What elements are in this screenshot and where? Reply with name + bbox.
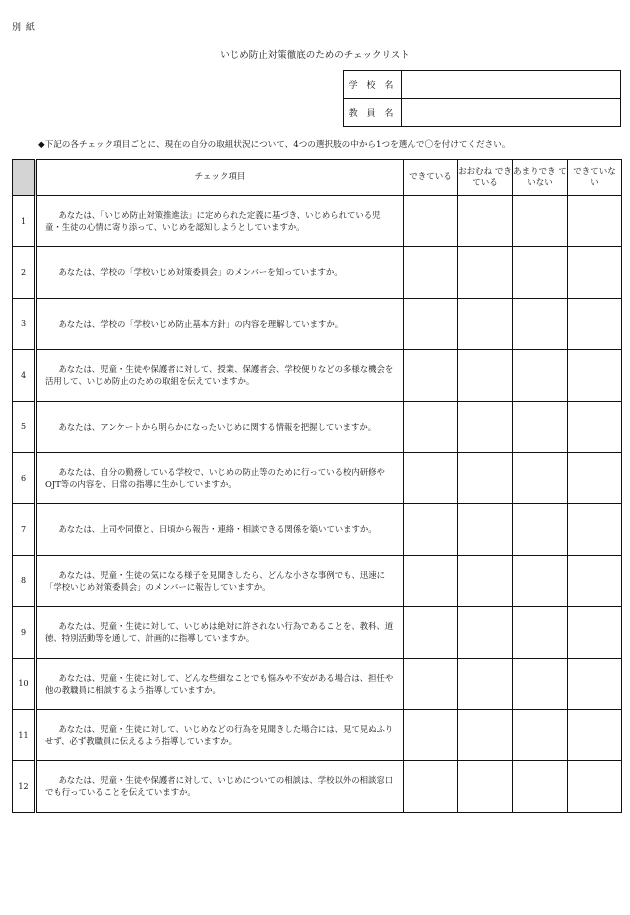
- check-item-text: あなたは、学校の「学校いじめ対策委員会」のメンバーを知っていますか。: [36, 247, 404, 298]
- check-item-text: あなたは、児童・生徒の気になる様子を見聞きしたら、どんな小さな事例でも、迅速に「学校いじめ対策委員会」のメンバーに報告していますか。: [36, 555, 404, 606]
- teacher-name-row: [344, 99, 621, 127]
- row-number: 12: [13, 761, 36, 812]
- option-cell-2[interactable]: [458, 709, 513, 760]
- option-cell-2[interactable]: [458, 350, 513, 401]
- option-cell-4[interactable]: [568, 709, 622, 760]
- option-cell-1[interactable]: [404, 452, 458, 503]
- table-row: [13, 401, 622, 452]
- option-cell-4[interactable]: [568, 247, 622, 298]
- option-cell-3[interactable]: [513, 196, 568, 247]
- option-cell-2[interactable]: [458, 452, 513, 503]
- option-cell-3[interactable]: [513, 709, 568, 760]
- school-name-row: [344, 71, 621, 99]
- table-row: [13, 709, 622, 760]
- option-cell-3[interactable]: [513, 350, 568, 401]
- page-title: いじめ防止対策徹底のためのチェックリスト: [220, 50, 410, 61]
- teacher-name-field[interactable]: [402, 99, 621, 127]
- option-cell-3[interactable]: [513, 452, 568, 503]
- check-item-text: あなたは、児童・生徒に対して、いじめは絶対に許されない行為であることを、教科、道徳、特別活動等を通して、計画的に指導していますか。: [36, 607, 404, 658]
- row-number: 4: [13, 350, 36, 401]
- check-item-text: あなたは、自分の勤務している学校で、いじめの防止等のために行っている校内研修やOJT等の内容を、日常の指導に生かしていますか。: [36, 452, 404, 503]
- table-row: [13, 504, 622, 555]
- table-row: [13, 607, 622, 658]
- option-cell-1[interactable]: [404, 607, 458, 658]
- checklist-table: [12, 159, 622, 813]
- option-cell-1[interactable]: [404, 350, 458, 401]
- option-cell-3[interactable]: [513, 401, 568, 452]
- option-cell-1[interactable]: [404, 504, 458, 555]
- option-cell-4[interactable]: [568, 761, 622, 812]
- instruction-text: ◆下記の各チェック項目ごとに、現在の自分の取組状況について、4つの選択肢の中から1つを選んで〇を付けてください。: [38, 140, 511, 150]
- table-row: [13, 658, 622, 709]
- option-cell-3[interactable]: [513, 607, 568, 658]
- row-number: 10: [13, 658, 36, 709]
- check-item-text: あなたは、上司や同僚と、日頃から報告・連絡・相談できる関係を築いていますか。: [36, 504, 404, 555]
- check-item-text: あなたは、児童・生徒や保護者に対して、いじめについての相談は、学校以外の相談窓口でも行っていることを伝えていますか。: [36, 761, 404, 812]
- option-cell-3[interactable]: [513, 555, 568, 606]
- option-cell-2[interactable]: [458, 658, 513, 709]
- table-row: [13, 298, 622, 349]
- option-cell-4[interactable]: [568, 350, 622, 401]
- option-cell-3[interactable]: [513, 658, 568, 709]
- table-row: [13, 196, 622, 247]
- option-cell-4[interactable]: [568, 504, 622, 555]
- check-item-text: あなたは、「いじめ防止対策推進法」に定められた定義に基づき、いじめられている児童・生徒の心情に寄り添って、いじめを認知しようとしていますか。: [36, 196, 404, 247]
- option-cell-4[interactable]: [568, 298, 622, 349]
- option-cell-1[interactable]: [404, 196, 458, 247]
- option-cell-1[interactable]: [404, 401, 458, 452]
- header-option-2: おおむね できている: [458, 160, 513, 196]
- school-name-label: 学 校 名: [344, 71, 402, 99]
- school-name-field[interactable]: [402, 71, 621, 99]
- option-cell-3[interactable]: [513, 247, 568, 298]
- option-cell-1[interactable]: [404, 298, 458, 349]
- option-cell-1[interactable]: [404, 247, 458, 298]
- row-number: 5: [13, 401, 36, 452]
- table-row: [13, 555, 622, 606]
- option-cell-2[interactable]: [458, 298, 513, 349]
- option-cell-1[interactable]: [404, 555, 458, 606]
- row-number: 9: [13, 607, 36, 658]
- option-cell-1[interactable]: [404, 709, 458, 760]
- option-cell-2[interactable]: [458, 504, 513, 555]
- row-number: 6: [13, 452, 36, 503]
- header-option-4: できていな い: [568, 160, 622, 196]
- option-cell-2[interactable]: [458, 247, 513, 298]
- row-number: 2: [13, 247, 36, 298]
- check-item-text: あなたは、アンケートから明らかになったいじめに関する情報を把握していますか。: [36, 401, 404, 452]
- option-cell-4[interactable]: [568, 658, 622, 709]
- teacher-name-label: 教 員 名: [344, 99, 402, 127]
- option-cell-3[interactable]: [513, 761, 568, 812]
- option-cell-4[interactable]: [568, 607, 622, 658]
- option-cell-3[interactable]: [513, 298, 568, 349]
- header-option-3: あまりでき ていない: [513, 160, 568, 196]
- option-cell-4[interactable]: [568, 555, 622, 606]
- row-number: 8: [13, 555, 36, 606]
- option-cell-2[interactable]: [458, 555, 513, 606]
- row-number: 7: [13, 504, 36, 555]
- option-cell-2[interactable]: [458, 607, 513, 658]
- option-cell-4[interactable]: [568, 401, 622, 452]
- row-number: 1: [13, 196, 36, 247]
- check-item-text: あなたは、児童・生徒に対して、どんな些細なことでも悩みや不安がある場合は、担任や他の教職員に相談するよう指導していますか。: [36, 658, 404, 709]
- table-row: [13, 452, 622, 503]
- check-item-text: あなたは、学校の「学校いじめ防止基本方針」の内容を理解していますか。: [36, 298, 404, 349]
- option-cell-2[interactable]: [458, 401, 513, 452]
- header-option-1: できている: [404, 160, 458, 196]
- header-corner: [13, 160, 36, 196]
- row-number: 11: [13, 709, 36, 760]
- header-row: [13, 160, 622, 196]
- option-cell-1[interactable]: [404, 761, 458, 812]
- option-cell-1[interactable]: [404, 658, 458, 709]
- row-number: 3: [13, 298, 36, 349]
- header-check-item: チェック項目: [36, 160, 404, 196]
- option-cell-2[interactable]: [458, 196, 513, 247]
- option-cell-4[interactable]: [568, 196, 622, 247]
- table-row: [13, 247, 622, 298]
- table-row: [13, 761, 622, 812]
- check-item-text: あなたは、児童・生徒に対して、いじめなどの行為を見聞きした場合には、見て見ぬふりせず、必ず教職員に伝えるよう指導していますか。: [36, 709, 404, 760]
- option-cell-2[interactable]: [458, 761, 513, 812]
- option-cell-3[interactable]: [513, 504, 568, 555]
- info-table: [343, 70, 621, 127]
- check-item-text: あなたは、児童・生徒や保護者に対して、授業、保護者会、学校便りなどの多様な機会を活用して、いじめ防止のための取組を伝えていますか。: [36, 350, 404, 401]
- option-cell-4[interactable]: [568, 452, 622, 503]
- table-row: [13, 350, 622, 401]
- attachment-label: 別 紙: [12, 23, 36, 33]
